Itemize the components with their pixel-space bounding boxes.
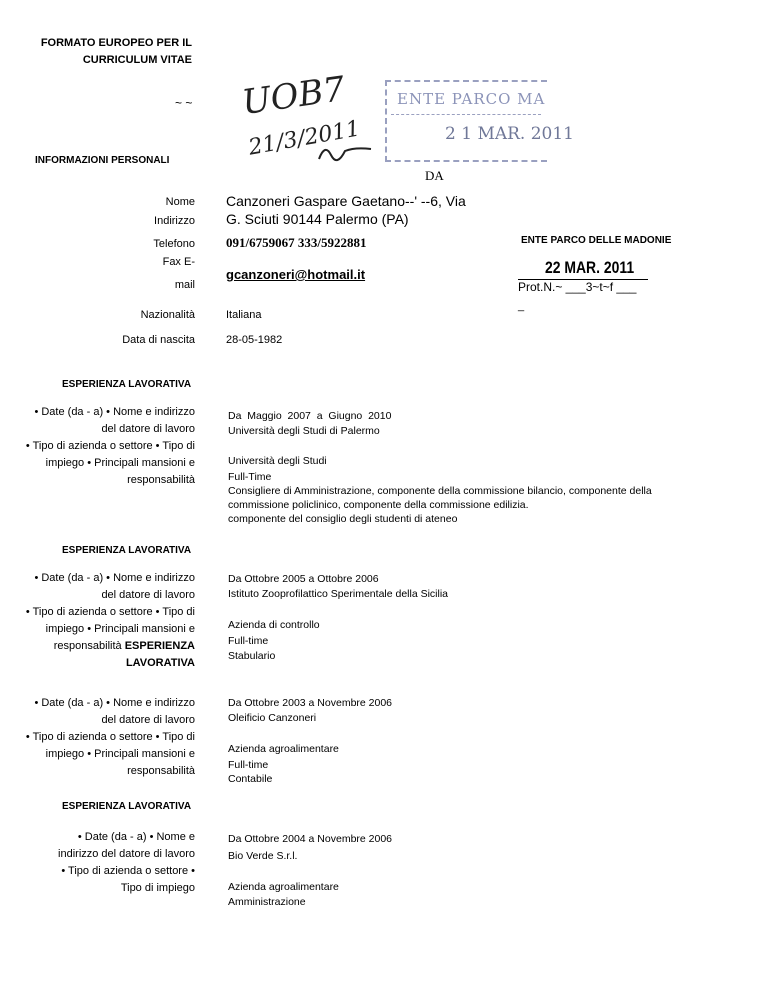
nascita-value: 28-05-1982 <box>226 334 283 346</box>
nazionalita-value: Italiana <box>226 309 262 321</box>
exp4-type: Azienda agroalimentare <box>228 881 339 893</box>
exp3-dates: Da Ottobre 2003 a Novembre 2006 <box>228 697 393 709</box>
exp3-type: Azienda agroalimentare <box>228 743 339 755</box>
exp4-left-line: • Date (da - a) • Nome e <box>77 831 195 843</box>
exp1-type: Università degli Studi <box>228 455 327 467</box>
stamp-org: ENTE PARCO MA <box>397 90 546 108</box>
header-line-2: CURRICULUM VITAE <box>82 54 192 66</box>
exp1-duties-line: componente del consiglio degli studenti di ateneo <box>228 513 458 525</box>
exp3-left-line: del datore di lavoro <box>101 714 195 726</box>
exp2-type: Azienda di controllo <box>228 619 320 631</box>
nazionalita-label: Nazionalità <box>140 309 195 321</box>
exp3-left-line: responsabilità <box>127 765 195 777</box>
da-mark: DA <box>425 168 444 183</box>
exp4-left-line: indirizzo del datore di lavoro <box>58 848 195 860</box>
nascita-label: Data di nascita <box>122 334 195 346</box>
exp1-left-line: impiego • Principali mansioni e <box>45 457 195 469</box>
signature-scribble <box>315 135 375 165</box>
exp3-job: Full-time <box>228 759 269 771</box>
exp1-left-line: del datore di lavoro <box>101 423 195 435</box>
exp1-duties <box>228 484 758 526</box>
exp3-left-line: impiego • Principali mansioni e <box>45 748 195 760</box>
handwritten-code: UOB7 <box>239 69 348 123</box>
exp3-left-labels <box>5 695 195 780</box>
exp1-dates: Da Maggio 2007 a Giugno 2010 <box>228 410 392 422</box>
exp4-employer: Bio Verde S.r.l. <box>228 850 298 862</box>
exp2-left-line: impiego • Principali mansioni e <box>45 623 195 635</box>
exp4-left-line: • Tipo di azienda o settore • <box>61 865 195 877</box>
exp2-left-line: del datore di lavoro <box>101 589 195 601</box>
exp1-left-labels <box>5 404 195 489</box>
received-stamp <box>385 80 574 162</box>
exp1-job: Full-Time <box>228 471 272 483</box>
section-title-exp2: ESPERIENZA LAVORATIVA <box>62 545 192 556</box>
header-line-1: FORMATO EUROPEO PER IL <box>40 37 192 49</box>
exp2-dates: Da Ottobre 2005 a Ottobre 2006 <box>228 573 379 585</box>
exp2-left-labels <box>5 570 195 672</box>
cv-header <box>20 36 192 67</box>
stamp2-date: 22 MAR. 2011 <box>545 258 635 277</box>
telefono-label: Telefono <box>153 238 195 250</box>
exp4-dates: Da Ottobre 2004 a Novembre 2006 <box>228 833 393 845</box>
nome-value: Canzoneri Gaspare Gaetano--' --6, Via <box>226 193 466 209</box>
stamp2-dash: _ <box>518 300 525 312</box>
exp2-left-line: • Tipo di azienda o settore • Tipo di <box>25 606 195 618</box>
email-label: mail <box>174 279 195 291</box>
header-tilde: ~ ~ <box>175 96 193 110</box>
stamp2-org: ENTE PARCO DELLE MADONIE <box>521 235 672 246</box>
fax-label: Fax E- <box>162 256 195 268</box>
exp1-duties-line: commissione policlinico, componente della commissione edilizia. <box>228 499 529 511</box>
stamp2-prot: Prot.N.~ ___3~t~f ___ <box>518 280 637 294</box>
exp3-duties: Contabile <box>228 773 273 785</box>
telefono-value: 091/6759067 333/5922881 <box>226 235 367 250</box>
exp4-job: Amministrazione <box>228 896 306 908</box>
exp2-left-line <box>5 655 195 672</box>
exp2-left-bold: LAVORATIVA <box>125 657 195 669</box>
exp1-left-line: responsabilità <box>127 474 195 486</box>
indirizzo-label: Indirizzo <box>154 215 195 227</box>
exp2-job: Full-time <box>228 635 269 647</box>
exp3-left-line: • Tipo di azienda o settore • Tipo di <box>25 731 195 743</box>
exp2-employer: Istituto Zooprofilattico Sperimentale della Sicilia <box>228 588 449 600</box>
exp1-employer: Università degli Studi di Palermo <box>228 425 380 437</box>
exp4-left-labels <box>5 829 195 897</box>
exp3-left-line: • Date (da - a) • Nome e indirizzo <box>34 697 195 709</box>
exp2-left-text: responsabilità <box>53 640 122 652</box>
exp2-left-line <box>5 638 195 655</box>
exp4-left-line: Tipo di impiego <box>120 882 195 894</box>
exp2-left-line: • Date (da - a) • Nome e indirizzo <box>34 572 195 584</box>
section-title-exp1: ESPERIENZA LAVORATIVA <box>62 379 192 390</box>
exp2-duties: Stabulario <box>228 650 276 662</box>
exp1-left-line: • Date (da - a) • Nome e indirizzo <box>34 406 195 418</box>
nome-label: Nome <box>165 196 195 208</box>
exp1-duties-line: Consigliere di Amministrazione, componente della commissione bilancio, componente della <box>228 485 652 497</box>
section-title-personal: INFORMAZIONI PERSONALI <box>35 155 170 166</box>
exp2-left-bold: ESPERIENZA <box>124 640 195 652</box>
exp1-left-line: • Tipo di azienda o settore • Tipo di <box>25 440 195 452</box>
indirizzo-value: G. Sciuti 90144 Palermo (PA) <box>226 211 409 227</box>
exp3-employer: Oleificio Canzoneri <box>228 712 317 724</box>
stamp-date: 2 1 MAR. 2011 <box>445 124 574 144</box>
section-title-exp4: ESPERIENZA LAVORATIVA <box>62 801 192 812</box>
handwritten-date: 21/3/2011 <box>246 116 363 161</box>
email-value: gcanzoneri@hotmail.it <box>226 267 366 282</box>
